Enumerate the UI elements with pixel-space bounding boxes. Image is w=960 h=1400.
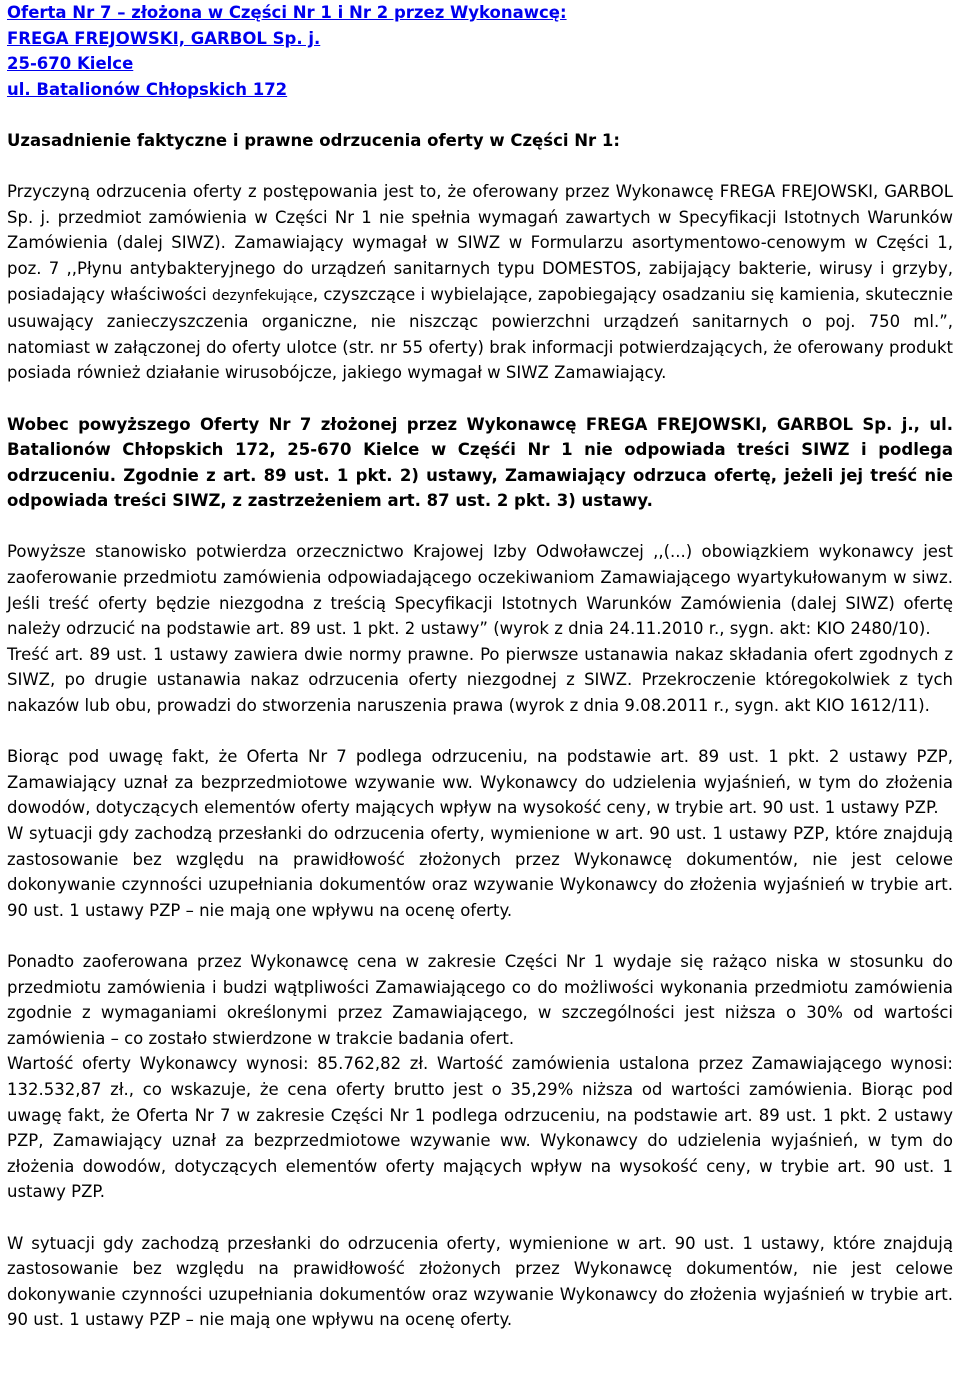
offer-heading (7, 0, 953, 102)
low-price-paragraph: Ponadto zaoferowana przez Wykonawcę cena w zakresie Części Nr 1 wydaje się rażąco niska w stosunku do przedmiotu zamówienia i budzi wątpliwości Zamawiającego co do możliwości wykonania przedmiotu zamówienia zgodnie z wymaganiami określonymi przez Zamawiającego, w szczególności jest niższa o 30% od wartości zamówienia – co zostało stwierdzone w trakcie badania ofert. (7, 951, 953, 1048)
no-explanation-paragraph: Biorąc pod uwagę fakt, że Oferta Nr 7 podlega odrzuceniu, na podstawie art. 89 ust. 1 pkt. 2 ustawy PZP, Zamawiający uznał za bezprzedmiotowe wzywanie ww. Wykonawcy do udzielenia wyjaśnień, w tym do złożenia dowodów, dotyczących elementów oferty mających wpływ na wysokość ceny, w trybie art. 90 ust. 1 ustawy PZP. (7, 747, 953, 818)
final-situation-paragraph: W sytuacji gdy zachodzą przesłanki do odrzucenia oferty, wymienione w art. 90 ust. 1 ustawy, które znajdują zastosowanie bez względu na prawidłowość złożonych przez Wykonawcę dokumentów, nie jest celowe dokonywanie czynności uzupełniania dokumentów oraz wzywanie Wykonawcy do złożenia wyjaśnień w trybie art. 90 ust. 1 ustawy PZP – nie mają one wpływu na ocenę oferty. (7, 1233, 953, 1330)
spacer (7, 514, 953, 540)
rejection-reason-text-small: dezynfekujące (211, 287, 313, 304)
rejection-reason-paragraph (7, 179, 953, 386)
conclusion-paragraph: Wobec powyższego Oferty Nr 7 złożonej przez Wykonawcę FREGA FREJOWSKI, GARBOL Sp. j., ul. Batalionów Chłopskich 172, 25-670 Kielce w Częśći Nr 1 nie odpowiada treści SIWZ i podlega odrzuceniu. Zgodnie z art. 89 ust. 1 pkt. 2) ustawy, Zamawiający odrzuca ofertę, jeżeli jej treść nie odpowiada treści SIWZ, z zastrzeżeniem art. 87 ust. 2 pkt. 3) ustawy. (7, 414, 953, 511)
situation-paragraph: W sytuacji gdy zachodzą przesłanki do odrzucenia oferty, wymienione w art. 90 ust. 1 ustawy PZP, które znajdują zastosowanie bez względu na prawidłowość złożonych przez Wykonawcę dokumentów, nie jest celowe dokonywanie czynności uzupełniania dokumentów oraz wzywanie Wykonawcy do złożenia wyjaśnień w trybie art. 90 ust. 1 ustawy PZP – nie mają one wpływu na ocenę oferty. (7, 824, 953, 920)
spacer (7, 1205, 953, 1231)
spacer (7, 386, 953, 412)
case-law-paragraph: Powyższe stanowisko potwierdza orzecznictwo Krajowej Izby Odwoławczej ,,(...) obowiązkiem wykonawcy jest zaoferowanie przedmiotu zamówienia odpowiadającego oczekiwaniom Zamawiającego wyartykułowanym w siwz. Jeśli treść oferty będzie niezgodna z treścią Specyfikacji Istotnych Warunków Zamówienia (dalej SIWZ) ofertę należy odrzucić na podstawie art. 89 ust. 1 pkt. 2 ustawy” (wyrok z dnia 24.11.2010 r., sygn. akt: KIO 2480/10). (7, 542, 953, 639)
legal-norms-paragraph: Treść art. 89 ust. 1 ustawy zawiera dwie normy prawne. Po pierwsze ustanawia nakaz składania ofert zgodnych z SIWZ, po drugie ustanawia nakaz odrzucenia oferty niezgodnej z SIWZ. Przekroczenie któregokolwiek z tych nakazów lub obu, prowadzi do stworzenia naruszenia prawa (wyrok z dnia 9.08.2011 r., sygn. akt KIO 1612/11). (7, 644, 953, 716)
offer-heading-line-3: 25-670 Kielce (7, 54, 134, 74)
spacer (7, 154, 953, 180)
rejection-reason-text-b: , czyszczące i wybielające, zapobiegający osadzaniu się kamienia, skutecznie usuwający zanieczyszczenia organiczne, nie niszcząc powierzchni urządzeń sanitarnych o poj. 750 ml.”, natomiast w załączonej do oferty ulotce (str. nr 55 oferty) brak informacji potwierdzających, że oferowany produkt posiada również działanie wirusobójcze, jakiego wymagał w SIWZ Zamawiający. (7, 284, 953, 383)
spacer (7, 102, 953, 128)
spacer (7, 719, 953, 745)
spacer (7, 923, 953, 949)
rejection-reason-text-a: Przyczyną odrzucenia oferty z postępowania jest to, że oferowany przez Wykonawcę FREGA FREJOWSKI, GARBOL Sp. j. przedmiot zamówienia w Części Nr 1 nie spełnia wymagań zawartych w Specyfikacji Istotnych Warunków Zamówienia (dalej SIWZ). Zamawiający wymagał w SIWZ w Formularzu asortymentowo-cenowym w Części 1, poz. 7 ,,Płynu antybakteryjnego do urządzeń sanitarnych typu DOMESTOS, zabijający bakterie, wirusy i grzyby, posiadający właściwości (7, 182, 953, 304)
justification-heading: Uzasadnienie faktyczne i prawne odrzucenia oferty w Części Nr 1: (7, 130, 621, 150)
offer-heading-line-2: FREGA FREJOWSKI, GARBOL Sp. j. (7, 28, 321, 48)
offer-heading-line-4: ul. Batalionów Chłopskich 172 (7, 79, 288, 99)
offer-value-paragraph: Wartość oferty Wykonawcy wynosi: 85.762,82 zł. Wartość zamówienia ustalona przez Zamawiającego wynosi: 132.532,87 zł., co wskazuje, że cena oferty brutto jest o 35,29% niższa od wartości zamówienia. Biorąc pod uwagę fakt, że Oferta Nr 7 w zakresie Części Nr 1 podlega odrzuceniu, na podstawie art. 89 ust. 1 pkt. 2 ustawy PZP, Zamawiający uznał za bezprzedmiotowe wzywanie ww. Wykonawcy do udzielenia wyjaśnień, w tym do złożenia dowodów, dotyczących elementów oferty mających wpływ na wysokość ceny, w trybie art. 90 ust. 1 ustawy PZP. (7, 1054, 953, 1202)
offer-heading-line-1: Oferta Nr 7 – złożona w Części Nr 1 i Nr 2 przez Wykonawcę: (7, 3, 567, 22)
